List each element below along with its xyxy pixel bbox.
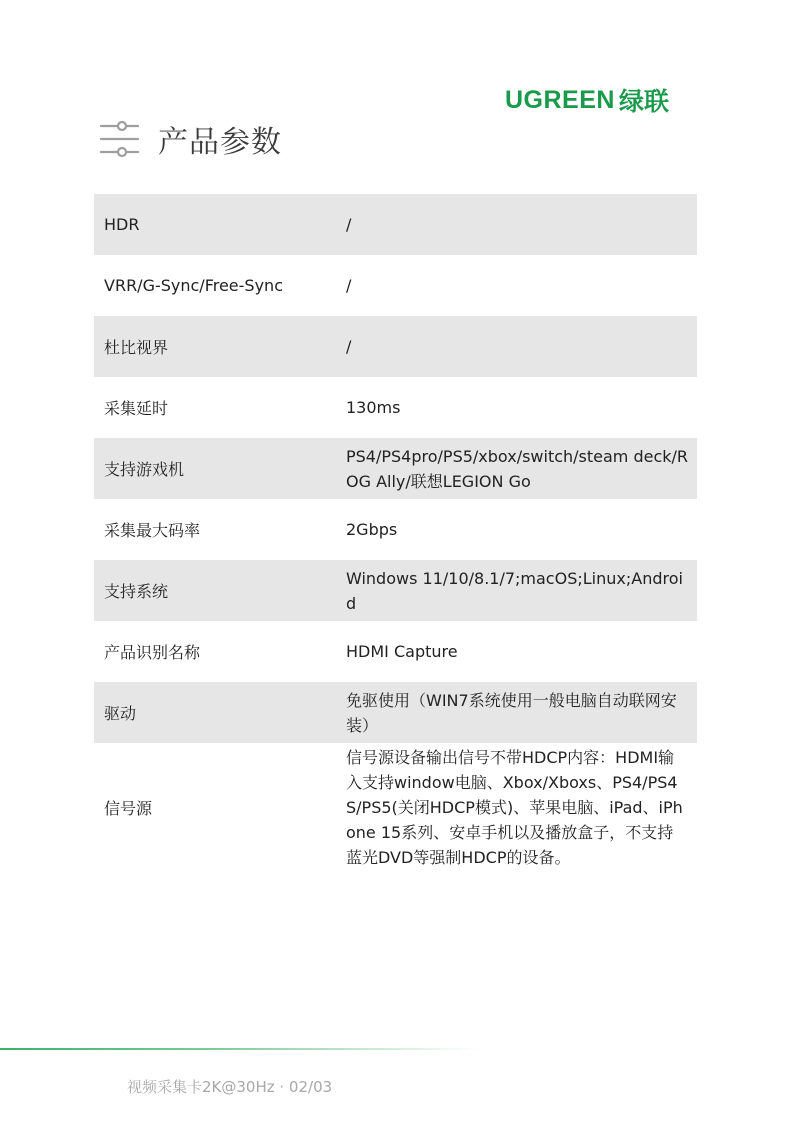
spec-row xyxy=(94,316,697,377)
spec-value: / xyxy=(346,215,352,234)
spec-label: HDR xyxy=(104,215,140,234)
footer-divider xyxy=(0,1048,480,1050)
brand-logo xyxy=(505,84,669,116)
brand-name-en: UGREEN xyxy=(505,85,615,114)
section-header xyxy=(98,115,282,163)
spec-value: 免驱使用（WIN7系统使用一般电脑自动联网安装） xyxy=(346,690,677,735)
spec-row xyxy=(94,438,697,499)
spec-value: HDMI Capture xyxy=(346,642,458,661)
spec-value: 2Gbps xyxy=(346,520,398,539)
spec-row xyxy=(94,560,697,621)
brand-name-cn: 绿联 xyxy=(618,88,669,116)
spec-value: / xyxy=(346,276,352,295)
spec-label: 采集延时 xyxy=(104,399,169,418)
spec-value: Windows 11/10/8.1/7;macOS;Linux;Android xyxy=(346,568,683,613)
spec-row xyxy=(94,743,697,871)
spec-value: 信号源设备输出信号不带HDCP内容：HDMI输入支持window电脑、Xbox/Xboxs、PS4/PS4S/PS5(关闭HDCP模式)、苹果电脑、iPad、iPhone 15系列、安卓手机以及播放盒子，不支持蓝光DVD等强制HDCP的设备。 xyxy=(346,747,683,867)
spec-table xyxy=(94,194,697,871)
page-footer: 视频采集卡2K@30Hz · 02/03 xyxy=(127,1078,333,1096)
spec-row xyxy=(94,377,697,438)
spec-row xyxy=(94,499,697,560)
spec-value: 130ms xyxy=(346,398,401,417)
spec-row xyxy=(94,621,697,682)
spec-label: 驱动 xyxy=(104,704,137,723)
spec-row xyxy=(94,194,697,255)
spec-value: / xyxy=(346,337,352,356)
spec-row xyxy=(94,255,697,316)
spec-label: 信号源 xyxy=(104,798,153,818)
spec-row xyxy=(94,682,697,743)
spec-label: 支持系统 xyxy=(104,582,169,601)
spec-label: 支持游戏机 xyxy=(104,460,185,479)
spec-value: PS4/PS4pro/PS5/xbox/switch/steam deck/ROG Ally/联想LEGION Go xyxy=(346,446,689,491)
spec-label: VRR/G-Sync/Free-Sync xyxy=(104,276,283,295)
spec-label: 采集最大码率 xyxy=(104,521,201,540)
spec-label: 杜比视界 xyxy=(104,338,169,357)
spec-label: 产品识别名称 xyxy=(104,643,201,662)
sliders-icon xyxy=(98,117,142,161)
page-title: 产品参数 xyxy=(158,125,282,160)
